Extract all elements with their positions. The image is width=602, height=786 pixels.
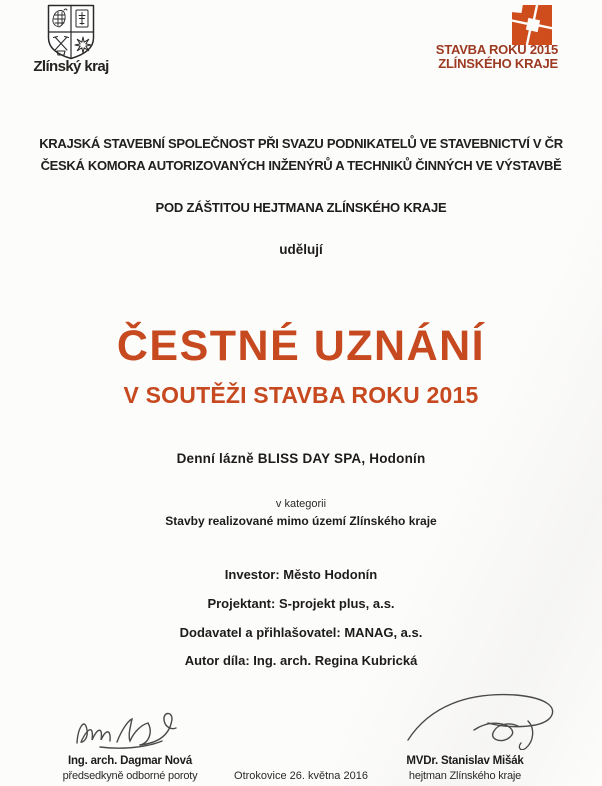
competition-logo-line2: ZLÍNSKÉHO KRAJE bbox=[438, 56, 558, 71]
place-and-date: Otrokovice 26. května 2016 bbox=[234, 770, 368, 782]
right-signatory-name: MVDr. Stanislav Mišák bbox=[406, 755, 524, 767]
left-signature-icon bbox=[70, 697, 190, 755]
right-signatory-role: hejtman Zlínského kraje bbox=[408, 770, 522, 782]
detail-author: Autor díla: Ing. arch. Regina Kubrická bbox=[184, 653, 418, 668]
left-signatory-role: předsedkyně odborné poroty bbox=[62, 770, 198, 782]
recipient-name: Denní lázně BLISS DAY SPA, Hodonín bbox=[176, 451, 426, 466]
category-name: Stavby realizované mimo území Zlínského kraje bbox=[165, 514, 437, 528]
award-title: ČESTNÉ UZNÁNÍ bbox=[116, 322, 486, 370]
detail-investor: Investor: Město Hodonín bbox=[224, 567, 378, 582]
competition-logo-line1: STAVBA ROKU 2015 bbox=[435, 42, 558, 57]
zlinsky-kraj-coat-of-arms-icon bbox=[45, 3, 97, 61]
detail-designer: Projektant: S-projekt plus, a.s. bbox=[207, 596, 395, 611]
detail-contractor: Dodavatel a přihlašovatel: MANAG, a.s. bbox=[179, 625, 423, 640]
award-subtitle: V SOUTĚŽI STAVBA ROKU 2015 bbox=[123, 382, 479, 408]
award-verb: udělují bbox=[279, 242, 323, 257]
category-label: v kategorii bbox=[275, 498, 327, 510]
right-signature-icon bbox=[402, 688, 570, 750]
region-name: Zlínský kraj bbox=[33, 58, 109, 75]
organizer-line-2: ČESKÁ KOMORA AUTORIZOVANÝCH INŽENÝRŮ A TECHNIKŮ ČINNÝCH VE VÝSTAVBĚ bbox=[40, 158, 562, 173]
left-signatory-name: Ing. arch. Dagmar Nová bbox=[67, 755, 193, 767]
competition-logo-text bbox=[436, 43, 558, 71]
patronage-line: POD ZÁŠTITOU HEJTMANA ZLÍNSKÉHO KRAJE bbox=[155, 200, 447, 215]
organizer-line-1: KRAJSKÁ STAVEBNÍ SPOLEČNOST PŘI SVAZU PODNIKATELŮ VE STAVEBNICTVÍ V ČR bbox=[39, 136, 563, 151]
